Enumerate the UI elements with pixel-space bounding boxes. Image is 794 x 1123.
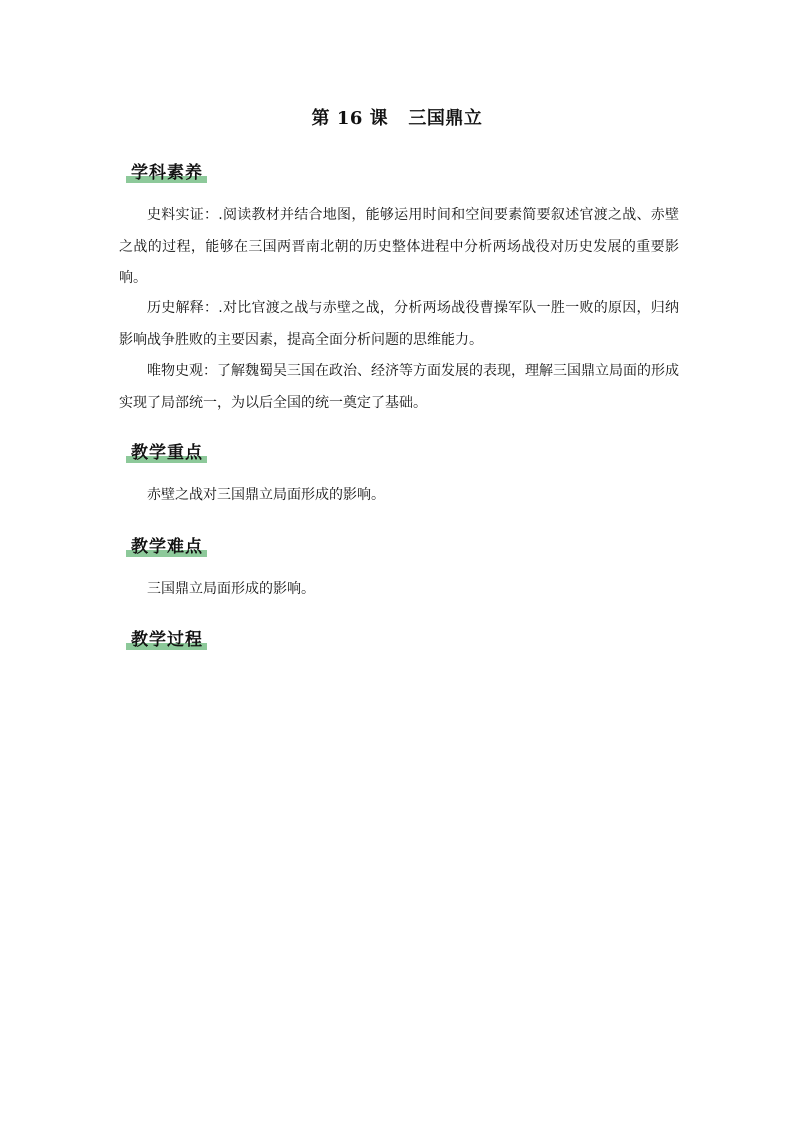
lesson-title: 第 16 课 三国鼎立 bbox=[311, 108, 483, 129]
paragraph-difficulties: 三国鼎立局面形成的影响。 bbox=[147, 581, 315, 597]
paragraph-evidence: 史料实证：.阅读教材并结合地图，能够运用时间和空间要素简要叙述官渡之战、赤壁之战的过程，能够在三国两晋南北朝的历史整体进程中分析两场战役对历史发展的重要影响。 bbox=[119, 207, 679, 286]
section-heading-process: 教学过程 bbox=[126, 628, 207, 652]
paragraph-key-points: 赤壁之战对三国鼎立局面形成的影响。 bbox=[147, 487, 385, 503]
paragraph-interpretation: 历史解释：.对比官渡之战与赤壁之战，分析两场战役曹操军队一胜一败的原因，归纳影响战争胜败的主要因素，提高全面分析问题的思维能力。 bbox=[119, 300, 679, 348]
section-heading-key-points: 教学重点 bbox=[126, 441, 207, 465]
section-heading-difficulties: 教学难点 bbox=[126, 535, 207, 559]
paragraph-materialism: 唯物史观：了解魏蜀吴三国在政治、经济等方面发展的表现，理解三国鼎立局面的形成实现了局部统一，为以后全国的统一奠定了基础。 bbox=[119, 363, 679, 411]
section-heading-literacy: 学科素养 bbox=[126, 161, 207, 185]
